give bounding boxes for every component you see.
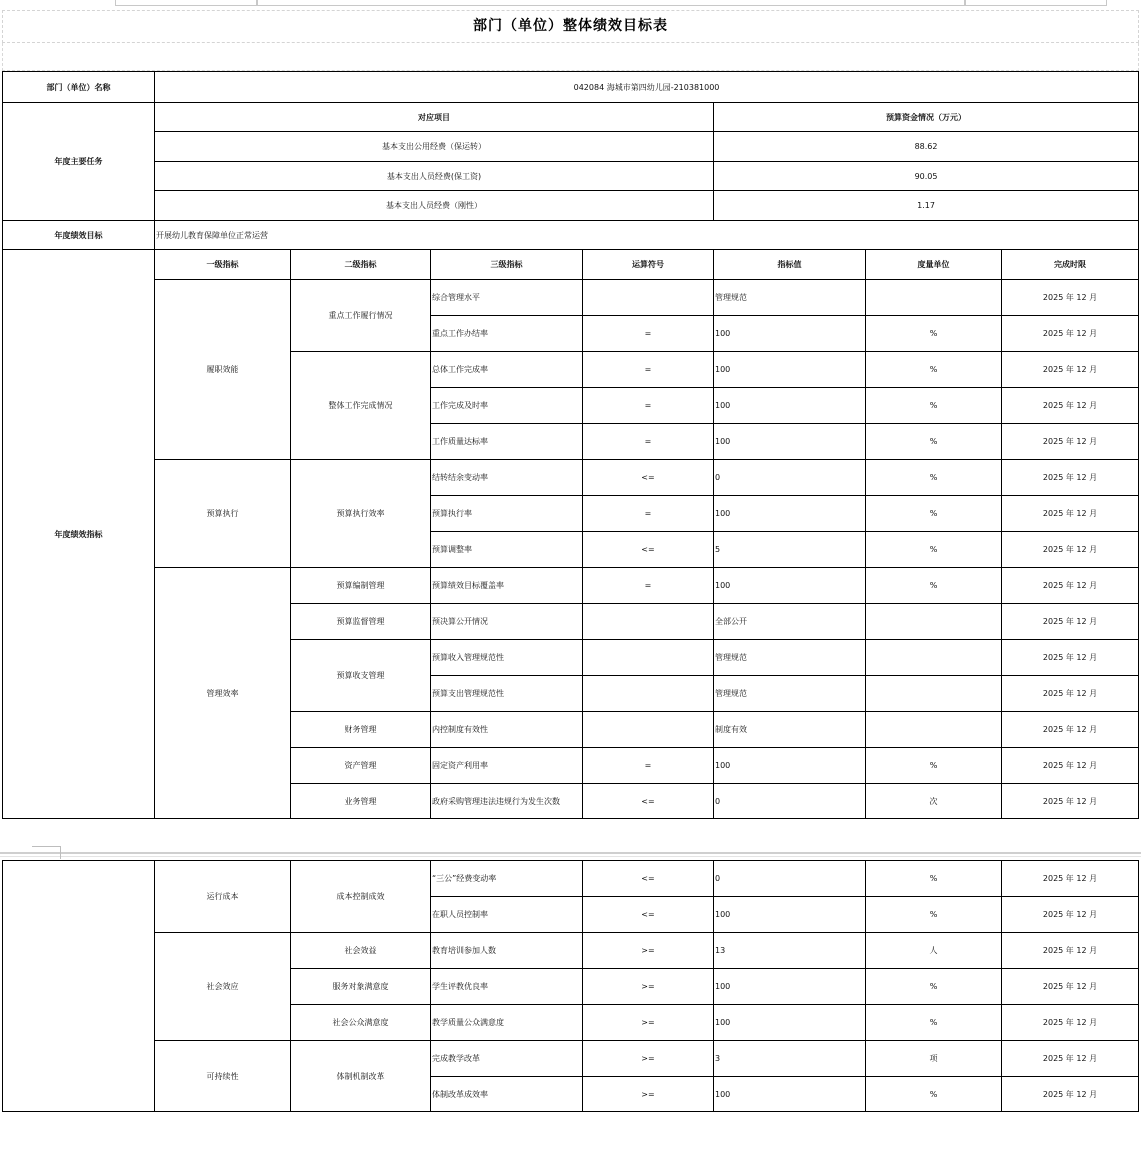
operator-cell: =: [583, 424, 714, 460]
operator-cell: [583, 280, 714, 316]
operator-cell: [583, 712, 714, 748]
header-operator: 运算符号: [583, 250, 714, 280]
deadline-cell: 2025 年 12 月: [1002, 424, 1139, 460]
level3-cell: 总体工作完成率: [431, 352, 583, 388]
dept-name-label: 部门（单位）名称: [3, 72, 155, 103]
level3-cell: 政府采购管理违法违规行为发生次数: [431, 784, 583, 819]
value-cell: 100: [714, 897, 866, 933]
deadline-cell: 2025 年 12 月: [1002, 897, 1139, 933]
value-cell: 100: [714, 496, 866, 532]
operator-cell: =: [583, 316, 714, 352]
unit-cell: %: [866, 969, 1002, 1005]
level2-cell: 预算收支管理: [291, 640, 431, 712]
operator-cell: [583, 640, 714, 676]
level3-cell: 体制改革成效率: [431, 1077, 583, 1112]
header-level3: 三级指标: [431, 250, 583, 280]
value-cell: 0: [714, 861, 866, 897]
unit-cell: [866, 712, 1002, 748]
unit-cell: %: [866, 1005, 1002, 1041]
unit-cell: %: [866, 460, 1002, 496]
tasks-col-item: 对应项目: [155, 103, 714, 132]
tasks-col-budget: 预算资金情况（万元）: [714, 103, 1139, 132]
operator-cell: [583, 676, 714, 712]
value-cell: 100: [714, 1077, 866, 1112]
level1-cell: 履职效能: [155, 280, 291, 460]
goal-label: 年度绩效目标: [3, 221, 155, 250]
indicators-label: 年度绩效指标: [3, 250, 155, 819]
level2-cell: 服务对象满意度: [291, 969, 431, 1005]
operator-cell: =: [583, 388, 714, 424]
blank-row: [2, 43, 1139, 71]
operator-cell: >=: [583, 1041, 714, 1077]
operator-cell: <=: [583, 532, 714, 568]
value-cell: 13: [714, 933, 866, 969]
level3-cell: 预算支出管理规范性: [431, 676, 583, 712]
sheet-top-edge: [0, 0, 1141, 6]
level2-cell: 重点工作履行情况: [291, 280, 431, 352]
operator-cell: <=: [583, 897, 714, 933]
level2-cell: 体制机制改革: [291, 1041, 431, 1112]
value-cell: 100: [714, 748, 866, 784]
level2-cell: 业务管理: [291, 784, 431, 819]
deadline-cell: 2025 年 12 月: [1002, 1005, 1139, 1041]
deadline-cell: 2025 年 12 月: [1002, 568, 1139, 604]
unit-cell: [866, 604, 1002, 640]
level1-cell: 可持续性: [155, 1041, 291, 1112]
deadline-cell: 2025 年 12 月: [1002, 604, 1139, 640]
level3-cell: 教育培训参加人数: [431, 933, 583, 969]
value-cell: 100: [714, 969, 866, 1005]
operator-cell: [583, 604, 714, 640]
unit-cell: 人: [866, 933, 1002, 969]
unit-cell: %: [866, 532, 1002, 568]
task-amount: 88.62: [714, 132, 1139, 162]
level3-cell: 预算收入管理规范性: [431, 640, 583, 676]
deadline-cell: 2025 年 12 月: [1002, 933, 1139, 969]
operator-cell: =: [583, 496, 714, 532]
value-cell: 全部公开: [714, 604, 866, 640]
level3-cell: 固定资产利用率: [431, 748, 583, 784]
task-item: 基本支出人员经费（刚性）: [155, 191, 714, 221]
goal-value: 开展幼儿教育保障单位正常运营: [155, 221, 1139, 250]
page-break-line: [0, 852, 1141, 854]
level3-cell: 预算执行率: [431, 496, 583, 532]
level1-cell: 管理效率: [155, 568, 291, 819]
level3-cell: 预决算公开情况: [431, 604, 583, 640]
level3-cell: 学生评教优良率: [431, 969, 583, 1005]
value-cell: 100: [714, 352, 866, 388]
level3-cell: 结转结余变动率: [431, 460, 583, 496]
deadline-cell: 2025 年 12 月: [1002, 352, 1139, 388]
unit-cell: %: [866, 897, 1002, 933]
level2-cell: 预算编制管理: [291, 568, 431, 604]
level1-cell: 社会效应: [155, 933, 291, 1041]
unit-cell: [866, 676, 1002, 712]
operator-cell: <=: [583, 784, 714, 819]
value-cell: 5: [714, 532, 866, 568]
level1-cell: 预算执行: [155, 460, 291, 568]
tasks-label: 年度主要任务: [3, 103, 155, 221]
task-amount: 1.17: [714, 191, 1139, 221]
operator-cell: >=: [583, 1077, 714, 1112]
deadline-cell: 2025 年 12 月: [1002, 460, 1139, 496]
unit-cell: %: [866, 568, 1002, 604]
operator-cell: =: [583, 748, 714, 784]
deadline-cell: 2025 年 12 月: [1002, 1041, 1139, 1077]
performance-table-page1: [2, 71, 1139, 819]
unit-cell: %: [866, 1077, 1002, 1112]
value-cell: 0: [714, 460, 866, 496]
dept-name-value: 042084 海城市第四幼儿园-210381000: [155, 72, 1139, 103]
level3-cell: 内控制度有效性: [431, 712, 583, 748]
operator-cell: =: [583, 568, 714, 604]
operator-cell: >=: [583, 969, 714, 1005]
unit-cell: [866, 640, 1002, 676]
level2-cell: 社会公众满意度: [291, 1005, 431, 1041]
value-cell: 100: [714, 316, 866, 352]
unit-cell: %: [866, 748, 1002, 784]
level3-cell: 综合管理水平: [431, 280, 583, 316]
level3-cell: 预算绩效目标覆盖率: [431, 568, 583, 604]
value-cell: 3: [714, 1041, 866, 1077]
task-amount: 90.05: [714, 162, 1139, 191]
operator-cell: >=: [583, 933, 714, 969]
deadline-cell: 2025 年 12 月: [1002, 316, 1139, 352]
value-cell: 管理规范: [714, 280, 866, 316]
level1-cell: 运行成本: [155, 861, 291, 933]
level3-cell: 工作质量达标率: [431, 424, 583, 460]
value-cell: 100: [714, 424, 866, 460]
deadline-cell: 2025 年 12 月: [1002, 676, 1139, 712]
header-value: 指标值: [714, 250, 866, 280]
deadline-cell: 2025 年 12 月: [1002, 784, 1139, 819]
deadline-cell: 2025 年 12 月: [1002, 969, 1139, 1005]
level3-cell: 预算调整率: [431, 532, 583, 568]
value-cell: 管理规范: [714, 676, 866, 712]
operator-cell: <=: [583, 460, 714, 496]
deadline-cell: 2025 年 12 月: [1002, 861, 1139, 897]
header-level2: 二级指标: [291, 250, 431, 280]
unit-cell: %: [866, 352, 1002, 388]
level3-cell: 重点工作办结率: [431, 316, 583, 352]
task-item: 基本支出人员经费(保工资): [155, 162, 714, 191]
deadline-cell: 2025 年 12 月: [1002, 388, 1139, 424]
value-cell: 100: [714, 568, 866, 604]
page-break-marker: [32, 846, 61, 859]
level3-cell: 工作完成及时率: [431, 388, 583, 424]
unit-cell: 项: [866, 1041, 1002, 1077]
task-item: 基本支出公用经费（保运转）: [155, 132, 714, 162]
value-cell: 100: [714, 388, 866, 424]
indicators-label-continued: [3, 861, 155, 1112]
deadline-cell: 2025 年 12 月: [1002, 748, 1139, 784]
level3-cell: 完成教学改革: [431, 1041, 583, 1077]
deadline-cell: 2025 年 12 月: [1002, 1077, 1139, 1112]
level2-cell: 资产管理: [291, 748, 431, 784]
page-break-line: [0, 856, 1141, 857]
level2-cell: 财务管理: [291, 712, 431, 748]
header-level1: 一级指标: [155, 250, 291, 280]
level2-cell: 社会效益: [291, 933, 431, 969]
value-cell: 100: [714, 1005, 866, 1041]
header-deadline: 完成时限: [1002, 250, 1139, 280]
deadline-cell: 2025 年 12 月: [1002, 640, 1139, 676]
value-cell: 管理规范: [714, 640, 866, 676]
unit-cell: %: [866, 496, 1002, 532]
value-cell: 0: [714, 784, 866, 819]
deadline-cell: 2025 年 12 月: [1002, 712, 1139, 748]
level2-cell: 预算执行效率: [291, 460, 431, 568]
unit-cell: %: [866, 424, 1002, 460]
header-unit: 度量单位: [866, 250, 1002, 280]
unit-cell: %: [866, 388, 1002, 424]
deadline-cell: 2025 年 12 月: [1002, 532, 1139, 568]
deadline-cell: 2025 年 12 月: [1002, 280, 1139, 316]
operator-cell: =: [583, 352, 714, 388]
unit-cell: 次: [866, 784, 1002, 819]
level2-cell: 成本控制成效: [291, 861, 431, 933]
operator-cell: <=: [583, 861, 714, 897]
level3-cell: 在职人员控制率: [431, 897, 583, 933]
value-cell: 制度有效: [714, 712, 866, 748]
operator-cell: >=: [583, 1005, 714, 1041]
level2-cell: 预算监督管理: [291, 604, 431, 640]
level3-cell: “三公”经费变动率: [431, 861, 583, 897]
page-title: 部门（单位）整体绩效目标表: [473, 18, 668, 34]
performance-table-page2: [2, 860, 1139, 1112]
level3-cell: 教学质量公众满意度: [431, 1005, 583, 1041]
unit-cell: [866, 280, 1002, 316]
unit-cell: %: [866, 861, 1002, 897]
unit-cell: %: [866, 316, 1002, 352]
deadline-cell: 2025 年 12 月: [1002, 496, 1139, 532]
level2-cell: 整体工作完成情况: [291, 352, 431, 460]
